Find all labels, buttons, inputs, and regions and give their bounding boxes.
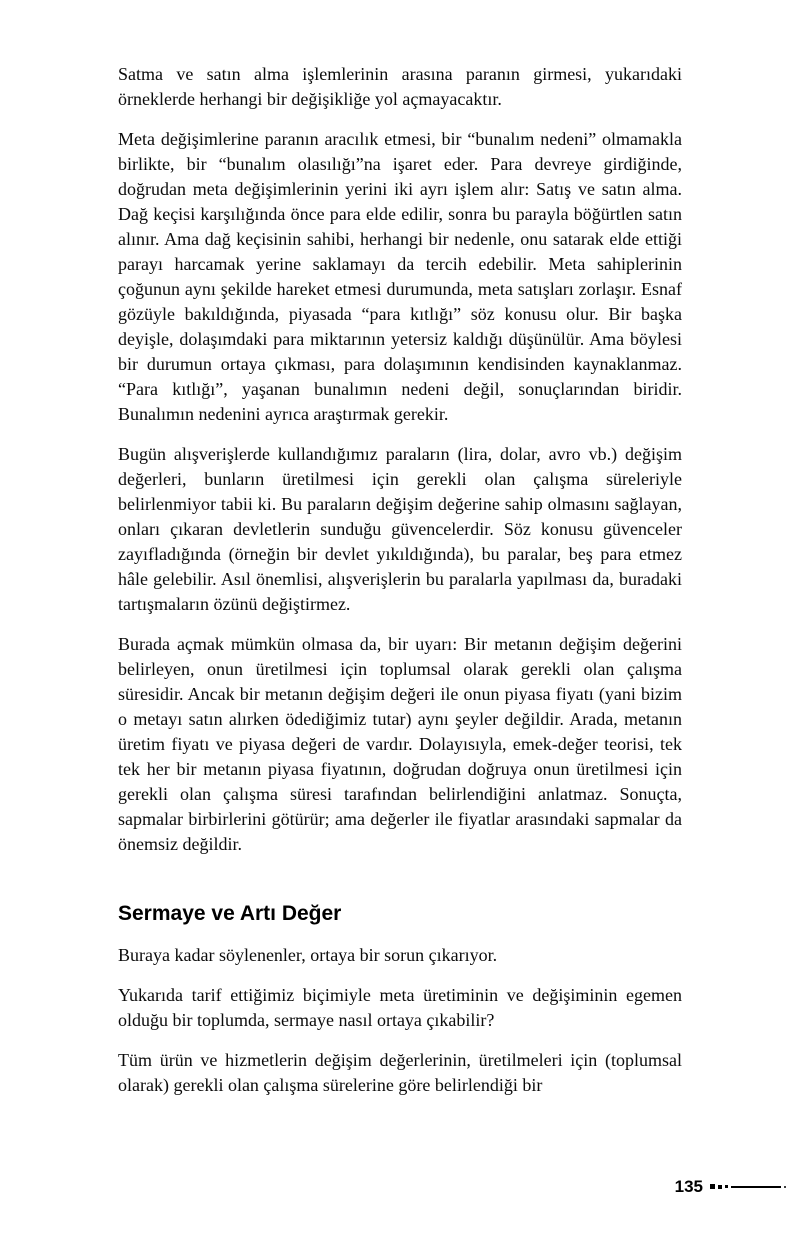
section-heading: Sermaye ve Artı Değer — [118, 902, 342, 925]
page-number: 135 — [674, 1177, 703, 1196]
footer-rule — [731, 1186, 781, 1188]
body-paragraph: Satma ve satın alma işlemlerinin arasına paranın girmesi, yukarıdaki örneklerde herhangi bir değişikliğe yol açmayacaktır. — [118, 64, 682, 109]
body-paragraph: Yukarıda tarif ettiğimiz biçimiyle meta üretiminin ve değişiminin egemen olduğu bir toplumda, sermaye nasıl ortaya çıkabilir? — [118, 985, 682, 1030]
body-paragraph: Tüm ürün ve hizmetlerin değişim değerlerinin, üretilmeleri için (toplumsal olarak) gerekli olan çalışma sürelerine göre belirlendiği bir — [118, 1050, 682, 1095]
square-icon — [718, 1185, 722, 1189]
square-icon — [710, 1184, 715, 1189]
body-paragraph: Burada açmak mümkün olmasa da, bir uyarı: Bir metanın değişim değerini belirleyen, onun üretilmesi için toplumsal olarak gerekli olan çalışma süresidir. Ancak bir metanın değişim değeri ile onun piyasa fiyatı (yani bizim o metayı satın alırken ödediğimiz tutar) aynı şeyler değildir. Arada, metanın üretim fiyatı ve piyasa değeri de vardır. Dolayısıyla, emek-değer teorisi, tek tek her bir metanın piyasa fiyatının, doğrudan doğruya onun üretilmesi için gerekli olan çalışma süresi tarafından belirlendiğini anlatmaz. Sonuçta, sapmalar birbirlerini götürür; ama değerler ile fiyatlar arasındaki sapmalar da önemsiz değildir. — [118, 634, 682, 854]
page-footer — [675, 1178, 786, 1195]
page-body — [118, 62, 682, 1113]
body-paragraph: Bugün alışverişlerde kullandığımız paraların (lira, dolar, avro vb.) değişim değerleri, bunların üretilmesi için gerekli olan çalışma süreleriyle belirlenmiyor tabii ki. Bu paraların değişim değerine sahip olmasını sağlayan, onları çıkaran devletlerin sunduğu güvencelerdir. Söz konusu güvenceler zayıfladığında (örneğin bir devlet yıkıldığında), bu paralar, beş para etmez hâle gelebilir. Asıl önemlisi, alışverişlerin bu paralarla yapılması da, buradaki tartışmaların özünü değiştirmez. — [118, 444, 682, 614]
dot-icon — [784, 1186, 786, 1188]
body-paragraph: Meta değişimlerine paranın aracılık etmesi, bir “bunalım nedeni” olmamakla birlikte, bir “bunalım olasılığı”na işaret eder. Para devreye girdiğinde, doğrudan meta değişimlerinin yerini iki ayrı işlem alır: Satış ve satın alma. Dağ keçisi karşılığında önce para elde edilir, sonra bu parayla böğürtlen satın alınır. Ama dağ keçisinin sahibi, herhangi bir nedenle, onu satarak elde ettiği parayı harcamak yerine saklamayı da tercih edebilir. Meta sahiplerinin çoğunun aynı şekilde hareket etmesi durumunda, meta satışları zorlaşır. Esnaf gözüyle bakıldığında, piyasada “para kıtlığı” söz konusu olur. Bir başka deyişle, dolaşımdaki para miktarının yetersiz kaldığı düşünülür. Ama böylesi bir durumun ortaya çıkması, para dolaşımının kendisinden kaynaklanmaz. “Para kıtlığı”, yaşanan bunalımın nedeni değil, sonuçlarından biridir. Bunalımın nedenini ayrıca araştırmak gerekir. — [118, 129, 682, 424]
footer-ornament — [710, 1184, 786, 1189]
square-icon — [725, 1185, 728, 1188]
body-paragraph: Buraya kadar söylenenler, ortaya bir sorun çıkarıyor. — [118, 945, 498, 965]
